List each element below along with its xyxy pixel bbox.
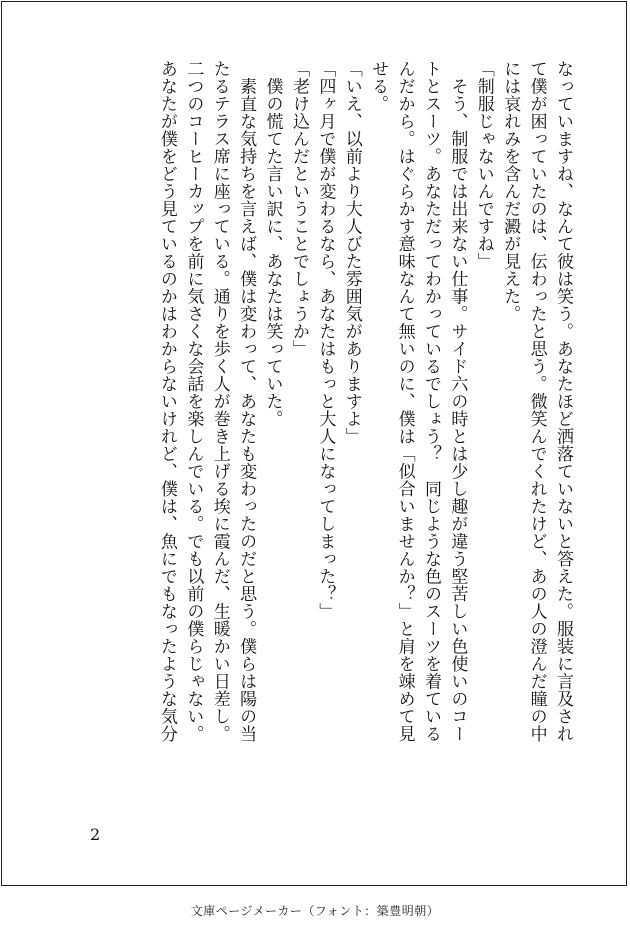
text-line-8: せる。 [368,60,389,113]
text-line-15: 二つのコーヒーカップを前に気さくな会話を楽しんでいる。でも以前の僕らじゃない。 [183,60,204,743]
text-line-4: 「制服じゃないんですね」 [473,60,494,270]
text-line-13: 素直な気持ちを言えば、僕は変わって、あなたも変わったのだと思う。僕らは陽の当 [236,60,257,743]
text-line-5: そう、制服では出来ない仕事。サイド六の時とは少し趣が違う堅苦しい色使いのコー [447,60,468,743]
page-frame [1,1,627,886]
text-line-12: 僕の慌てた言い訳に、あなたは笑っていた。 [262,60,283,428]
text-line-3: には哀れみを含んだ澱が見えた。 [500,60,521,323]
text-line-14: たるテラス席に座っている。通りを歩く人が巻き上げる埃に霞んだ、生暖かい日差し。 [209,60,230,743]
text-line-6: トとスーツ。あなただってわかっているでしょう？ 同じような色のスーツを着ている [420,60,441,743]
vertical-text-block [46,60,576,790]
text-line-2: て僕が困っていたのは、伝わったと思う。微笑んでくれたけど、あの人の澄んだ瞳の中 [526,60,547,743]
page-number: 2 [90,825,101,844]
text-line-7: んだから。はぐらかす意味なんて無いのに、僕は「似合いませんか？」と肩を竦めて見 [394,60,415,743]
text-line-11: 「老け込んだということでしょうか」 [288,60,309,358]
text-line-16: あなたが僕をどう見ているのかはわからないけれど、僕は、魚にでもなったような気分 [156,60,177,743]
footer-caption: 文庫ページメーカー（フォント：築豊明朝） [190,904,440,918]
text-line-1: なっていますね、なんて彼は笑う。あなたほど洒落ていないと答えた。服装に言及され [553,60,573,743]
text-line-10: 「四ヶ月で僕が変わるなら、あなたはもっと大人になってしまった？」 [315,60,336,620]
text-line-9: 「いえ、以前より大人びた雰囲気がありますよ」 [341,60,362,445]
